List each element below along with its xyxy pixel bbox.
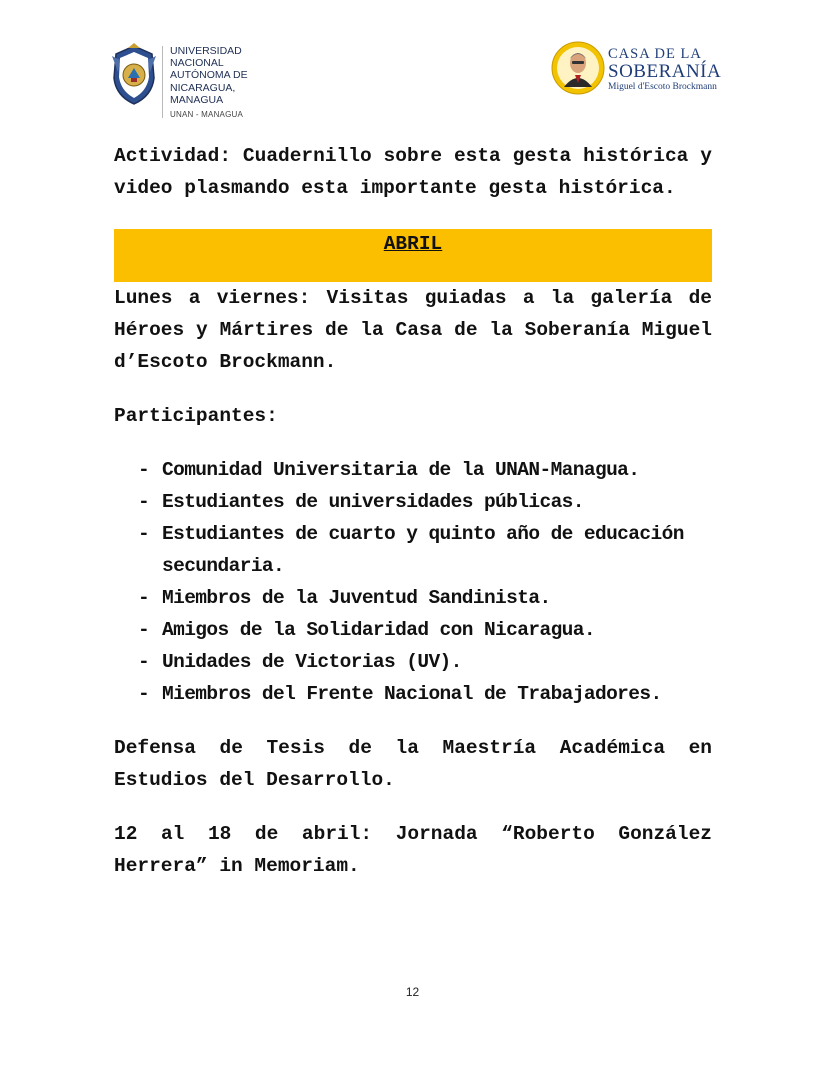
bullet-dash: - <box>138 619 150 641</box>
casa-soberania-name <box>608 47 721 93</box>
list-item-text: Miembros de la Juventud Sandinista. <box>162 587 551 609</box>
list-item <box>114 678 712 710</box>
unan-name-line: AUTÓNOMA DE <box>170 69 248 82</box>
bullet-dash: - <box>138 683 150 705</box>
actividad-paragraph: Actividad: Cuadernillo sobre esta gesta histórica y video plasmando esta importante gesta histórica. <box>114 145 712 199</box>
casa-line-1: CASA DE LA <box>608 46 702 62</box>
unan-name <box>170 45 248 106</box>
list-item-text: Amigos de la Solidaridad con Nicaragua. <box>162 619 595 641</box>
list-item <box>114 614 712 646</box>
list-item <box>114 486 712 518</box>
unan-name-line: UNIVERSIDAD <box>170 45 242 57</box>
list-item-text: Estudiantes de cuarto y quinto año de educación secundaria. <box>162 523 684 577</box>
list-item-text: Estudiantes de universidades públicas. <box>162 491 584 513</box>
casa-line-3: Miguel d'Escoto Brockmann <box>608 82 717 92</box>
month-title: ABRIL <box>383 233 443 255</box>
unan-name-line: NICARAGUA, <box>170 81 236 94</box>
unan-coat-of-arms-icon <box>108 42 160 106</box>
list-item-text: Comunidad Universitaria de la UNAN-Managua. <box>162 459 640 481</box>
month-band <box>114 229 712 282</box>
lunes-paragraph: Lunes a viernes: Visitas guiadas a la galería de Héroes y Mártires de la Casa de la Soberanía Miguel d’Escoto Brockmann. <box>114 287 712 373</box>
defensa-paragraph: Defensa de Tesis de la Maestría Académica en Estudios del Desarrollo. <box>114 737 712 791</box>
unan-name-line: MANAGUA <box>170 93 224 106</box>
participantes-list <box>114 454 712 710</box>
unan-subtitle: UNAN - MANAGUA <box>170 110 244 119</box>
list-item-text: Unidades de Victorias (UV). <box>162 651 462 673</box>
list-item <box>114 582 712 614</box>
bullet-dash: - <box>138 587 150 609</box>
list-item <box>114 646 712 678</box>
participantes-heading: Participantes: <box>114 405 278 427</box>
bullet-dash: - <box>138 459 150 481</box>
casa-line-2: SOBERANÍA <box>608 61 722 82</box>
list-item <box>114 454 712 486</box>
page-number: 12 <box>405 985 420 999</box>
bullet-dash: - <box>138 491 150 513</box>
page-content <box>114 140 712 882</box>
bullet-dash: - <box>138 651 150 673</box>
page-header <box>0 0 825 130</box>
list-item-text: Miembros del Frente Nacional de Trabajadores. <box>162 683 662 705</box>
unan-name-line: NACIONAL <box>170 57 224 70</box>
casa-soberania-portrait-icon <box>551 41 605 95</box>
jornada-paragraph: 12 al 18 de abril: Jornada “Roberto González Herrera” in Memoriam. <box>114 823 712 877</box>
header-divider <box>162 46 163 118</box>
list-item <box>114 518 712 582</box>
bullet-dash: - <box>138 523 150 545</box>
